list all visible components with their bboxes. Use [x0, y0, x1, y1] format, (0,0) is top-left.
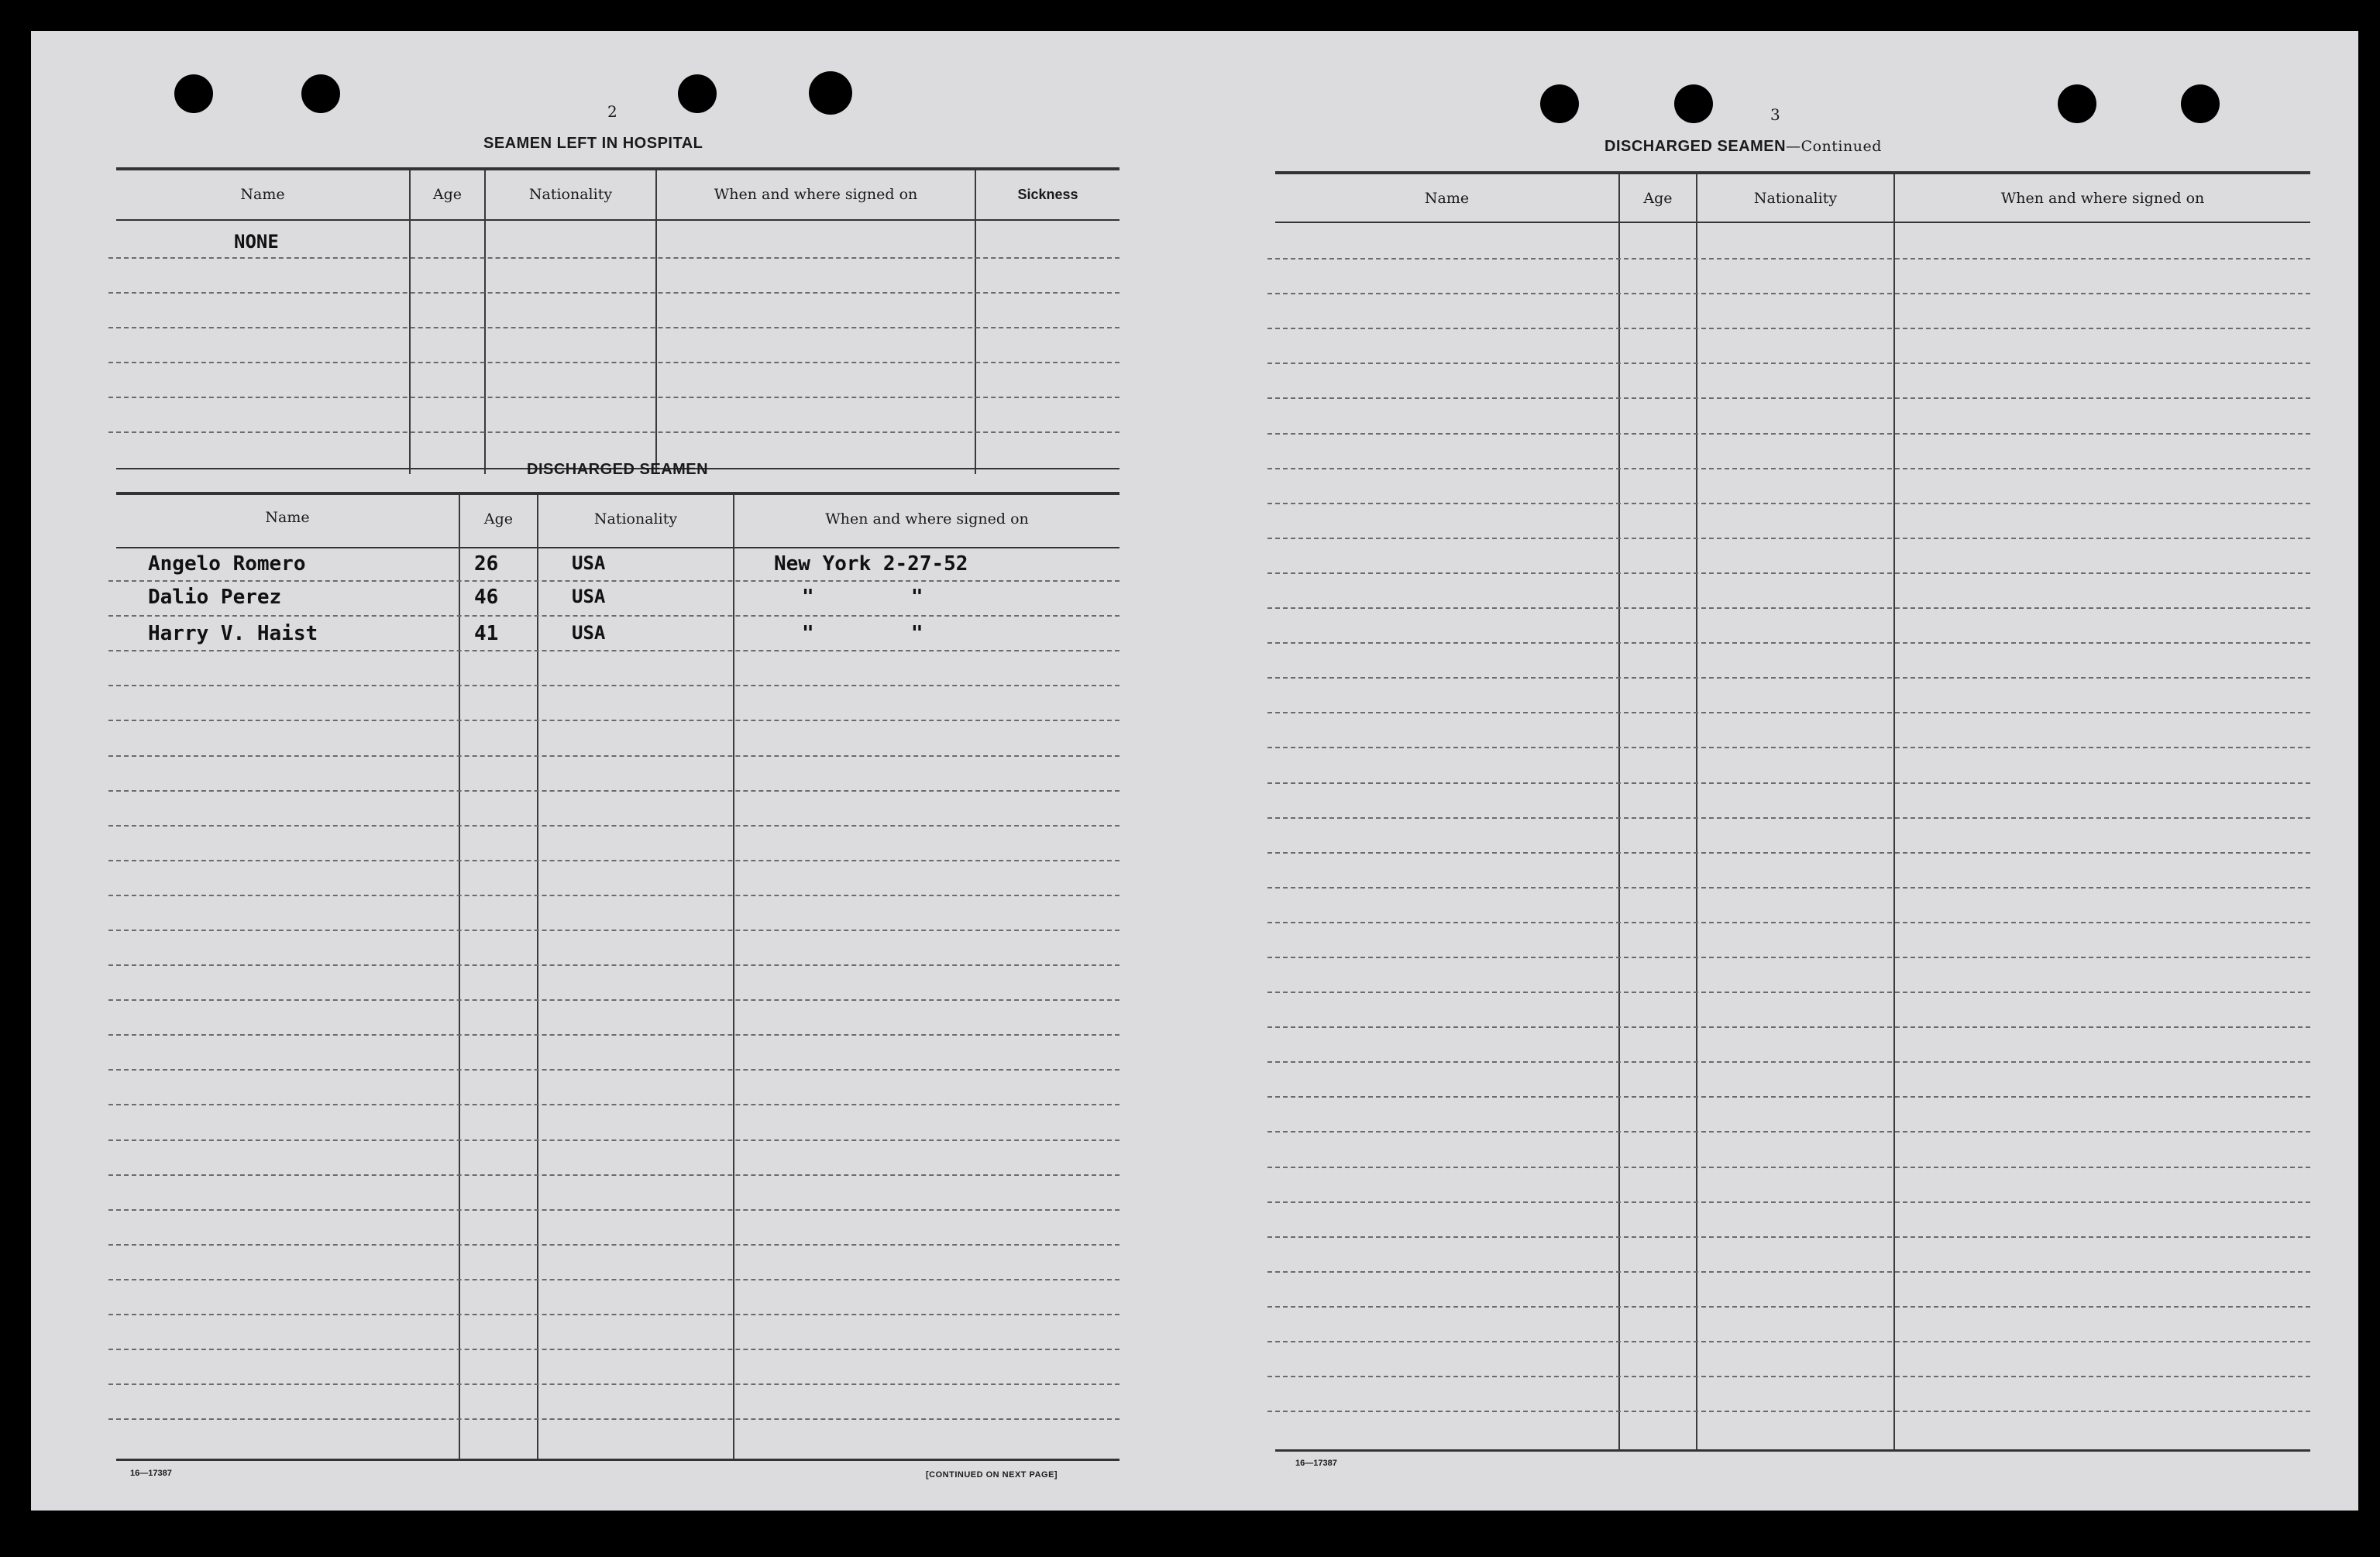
row-line [1267, 957, 2310, 958]
row-line [108, 327, 1119, 328]
continued-note: [CONTINUED ON NEXT PAGE] [926, 1470, 1058, 1480]
seaman-nationality: USA [572, 552, 606, 574]
page-number: 3 [1770, 105, 1780, 124]
hospital-section-title: SEAMEN LEFT IN HOSPITAL [483, 135, 703, 152]
punch-hole [1540, 84, 1579, 123]
row-line [108, 999, 1119, 1001]
row-line [1267, 1306, 2310, 1308]
row-line [108, 895, 1119, 896]
form-number: 16—17387 [1295, 1459, 1337, 1468]
row-line [1267, 468, 2310, 469]
punch-hole [678, 74, 717, 113]
row-line [1267, 1026, 2310, 1028]
row-line [108, 1069, 1119, 1071]
row-line [108, 1034, 1119, 1036]
column-divider [733, 495, 734, 1460]
row-line [1267, 503, 2310, 504]
row-line [1267, 1096, 2310, 1098]
row-line [108, 1279, 1119, 1280]
row-line [1267, 992, 2310, 993]
punch-hole [809, 71, 852, 115]
column-divider [537, 495, 538, 1460]
row-line [1267, 922, 2310, 923]
table-rule [1275, 222, 2310, 223]
column-header-sickness: Sickness [1017, 187, 1078, 202]
row-line [108, 1383, 1119, 1385]
seaman-age: 46 [474, 586, 499, 609]
row-line [1267, 1236, 2310, 1238]
row-line [1267, 293, 2310, 294]
seaman-name: Dalio Perez [148, 586, 282, 609]
row-line [1267, 1376, 2310, 1377]
column-header-name: Name [265, 509, 310, 526]
row-line [108, 860, 1119, 861]
row-line [108, 964, 1119, 966]
row-line [1267, 572, 2310, 574]
row-line [1267, 328, 2310, 329]
column-divider [1618, 174, 1620, 1451]
row-line [108, 615, 1119, 617]
column-header-signed-on: When and where signed on [2000, 190, 2205, 207]
column-divider [409, 170, 411, 474]
seaman-signed-on: " " [802, 622, 923, 645]
column-header-age: Age [1643, 190, 1673, 207]
row-line [108, 790, 1119, 792]
row-line [1267, 782, 2310, 784]
row-line [1267, 397, 2310, 399]
row-line [108, 397, 1119, 398]
row-line [1267, 642, 2310, 644]
title-main: DISCHARGED SEAMEN [1604, 138, 1787, 155]
punch-hole [2058, 84, 2096, 123]
row-line [108, 1104, 1119, 1105]
row-line [108, 1418, 1119, 1420]
column-header-name: Name [240, 186, 285, 203]
row-line [108, 362, 1119, 363]
row-line [108, 1209, 1119, 1211]
column-divider [1696, 174, 1697, 1451]
punch-hole [301, 74, 340, 113]
row-line [108, 580, 1119, 582]
row-line [1267, 258, 2310, 260]
title-continued: —Continued [1786, 138, 1882, 155]
row-line [1267, 363, 2310, 364]
column-divider [1893, 174, 1895, 1451]
seaman-age: 41 [474, 622, 499, 645]
row-line [108, 1244, 1119, 1246]
row-line [1267, 1411, 2310, 1412]
column-header-signed-on: When and where signed on [714, 186, 918, 203]
row-line [1267, 1131, 2310, 1133]
table-rule [116, 1459, 1119, 1461]
column-header-signed-on: When and where signed on [825, 510, 1029, 528]
column-header-nationality: Nationality [1753, 190, 1838, 207]
table-rule [116, 492, 1119, 495]
column-header-name: Name [1424, 190, 1470, 207]
row-line [108, 431, 1119, 433]
column-header-age: Age [432, 186, 463, 203]
row-line [1267, 1167, 2310, 1168]
column-divider [655, 170, 657, 474]
hospital-entry-name: NONE [234, 231, 279, 253]
row-line [108, 755, 1119, 757]
row-line [1267, 1271, 2310, 1273]
table-rule [116, 219, 1119, 221]
row-line [108, 650, 1119, 651]
row-line [1267, 887, 2310, 888]
seaman-nationality: USA [572, 586, 606, 607]
table-rule [1275, 1449, 2310, 1452]
seaman-signed-on: " " [802, 586, 923, 609]
discharged-section-title: DISCHARGED SEAMEN [527, 461, 709, 478]
row-line [1267, 1201, 2310, 1203]
seaman-name: Harry V. Haist [148, 622, 318, 645]
row-line [108, 825, 1119, 827]
column-divider [975, 170, 976, 474]
row-line [108, 257, 1119, 259]
punch-hole [174, 74, 213, 113]
punch-hole [1674, 84, 1713, 123]
row-line [1267, 433, 2310, 435]
seaman-name: Angelo Romero [148, 552, 306, 576]
row-line [1267, 607, 2310, 609]
row-line [108, 1349, 1119, 1350]
row-line [1267, 538, 2310, 539]
page-number: 2 [607, 102, 617, 121]
row-line [108, 1314, 1119, 1315]
table-rule [116, 547, 1119, 548]
seaman-age: 26 [474, 552, 499, 576]
row-line [1267, 817, 2310, 819]
column-divider [484, 170, 486, 474]
seaman-signed-on: New York 2-27-52 [774, 552, 968, 576]
column-divider [459, 495, 460, 1460]
row-line [1267, 852, 2310, 854]
table-rule [116, 167, 1119, 170]
form-number: 16—17387 [130, 1469, 172, 1478]
row-line [108, 1139, 1119, 1141]
row-line [108, 720, 1119, 721]
discharged-continued-title [1604, 138, 1882, 156]
row-line [1267, 1061, 2310, 1063]
punch-hole [2181, 84, 2220, 123]
row-line [1267, 677, 2310, 679]
row-line [108, 930, 1119, 931]
row-line [1267, 712, 2310, 713]
row-line [108, 1174, 1119, 1176]
row-line [108, 685, 1119, 686]
document-page [31, 31, 2358, 1511]
seaman-nationality: USA [572, 622, 606, 644]
row-line [108, 292, 1119, 294]
table-rule [1275, 171, 2310, 174]
column-header-nationality: Nationality [528, 186, 613, 203]
row-line [1267, 1341, 2310, 1342]
column-header-nationality: Nationality [593, 510, 678, 528]
column-header-age: Age [483, 510, 514, 528]
row-line [1267, 747, 2310, 748]
